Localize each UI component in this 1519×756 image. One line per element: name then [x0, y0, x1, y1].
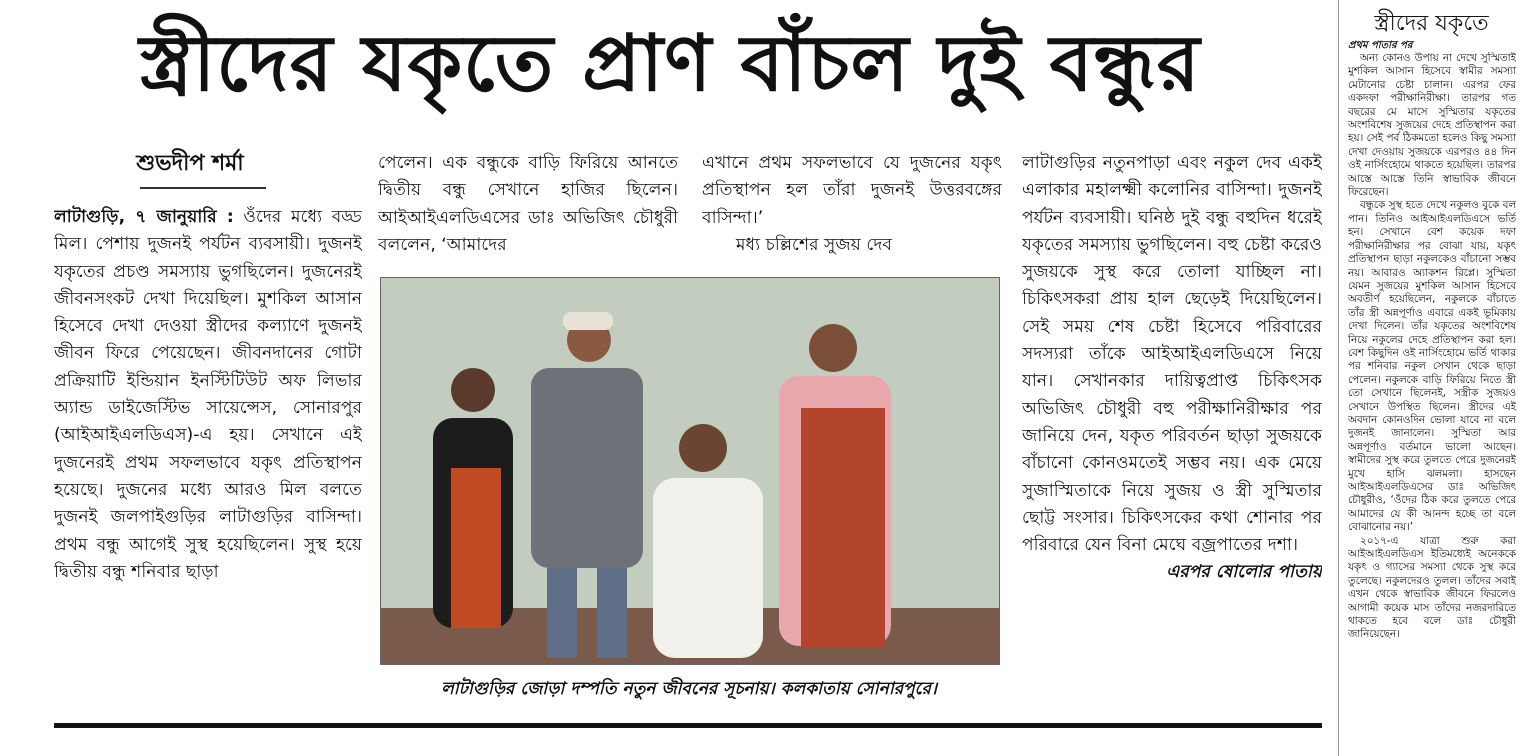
column-1-text: ওঁদের মধ্যে বড্ড মিল। পেশায় দুজনই পর্যটন ব্যবসায়ী। দুজনই যকৃতের প্রচণ্ড সমস্যায় ভুগছিলেন। দুজনেরই জীবনসংকট দেখা দিয়েছিল। মুশকিল আসান হিসেবে দেখা দেওয়া স্ত্রীদের কল্যাণে দুজনই জীবন ফিরে পেয়েছেন। জীবনদানের গোটা প্রক্রিয়াটি ইন্ডিয়ান ইনস্টিটিউট অফ লিভার অ্যান্ড ডাইজেস্টিভ সায়েন্সেস, সোনারপুর (আইআইএলডিএস)-এ হয়। সেখানে এই দুজনেরই প্রথম সফলভাবে যকৃৎ প্রতিস্থাপন হয়েছে। দুজনের মধ্যে আরও মিল বলতে দুজনই জলপাইগুড়ির লাটাগুড়ির বাসিন্দা। প্রথম বন্ধু আগেই সুস্থ হয়েছিলেন। সুস্থ হয়ে দ্বিতীয় বন্ধু শনিবার ছাড়া	[54, 207, 362, 582]
byline: শুভদীপ শর্মা	[136, 151, 244, 176]
article-column-3	[702, 150, 1002, 262]
sidebar-paragraph-3: ২০১৭-এ যাত্রা শুরু করা আইআইএলডিএস ইতিমধ্যেই অনেককে যকৃৎ ও গ্যাসের সমস্যা থেকে সুস্থ করে তুলেছে। নকুলদেরও তুলল। তাঁদের সবাই এখন থেকে স্বাভাবিক জীবনে ফিরলেও আগামী কয়েক মাস তাঁদের নজরদারিতে থাকতে হবে বলে ডাঃ চৌধুরী জানিয়েছেন।	[1348, 534, 1516, 641]
column-4-text: লাটাগুড়ির নতুনপাড়া এবং নকুল দেব একই এলাকার মহালক্ষ্মী কলোনির বাসিন্দা। দুজনই পর্যটন ব্যবসায়ী। ঘনিষ্ঠ দুই বন্ধু বহুদিন ধরেই যকৃতের সমস্যায় ভুগছিলেন। বহু চেষ্টা করেও সুজয়কে সুস্থ করে তোলা যাচ্ছিল না। চিকিৎসকরা প্রায় হাল ছেড়েই দিয়েছিলেন। সেই সময় শেষ চেষ্টা হিসেবে পরিবারের সদস্যরা তাঁকে আইআইএলডিএসে নিয়ে যান। সেখানকার দায়িত্বপ্রাপ্ত চিকিৎসক অভিজিৎ চৌধুরী বহু পরীক্ষানিরীক্ষার পর জানিয়ে দেন, যকৃত পরিবর্তন ছাড়া সুজয়কে বাঁচানো কোনওমতেই সম্ভব নয়। এক মেয়ে সুজাস্মিতাকে নিয়ে সুজয় ও স্ত্রী সুস্মিতার ছোট্ট সংসার। চিকিৎসকের কথা শোনার পর পরিবারে যেন বিনা মেঘে বজ্রপাতের দশা।	[1022, 153, 1322, 556]
sidebar-column	[1348, 52, 1516, 752]
photo-illustration	[381, 278, 999, 664]
dateline: লাটাগুড়ি, ৭ জানুয়ারি :	[54, 207, 234, 227]
column-2-text: পেলেন। এক বন্ধুকে বাড়ি ফিরিয়ে আনতে দ্বিতীয় বন্ধু সেখানে হাজির ছিলেন। আইআইএলডিএসের ডাঃ অভিজিৎ চৌধুরী বললেন, ‘আমাদের	[378, 153, 678, 255]
sidebar-paragraph-1: অন্য কোনও উপায় না দেখে সুস্মিতাই মুশকিল আসান হিসেবে স্বামীর সমস্যা মেটানোর চেষ্টা চালান। এরপর ফের একদফা পরীক্ষানিরীক্ষা। তারপর গত বছরের মে মাসে সুস্মিতার যকৃতের অংশবিশেষ সুজয়ের দেহে প্রতিস্থাপন করা হয়। সেই পর্ব ঠিকমতো হলেও কিছু সমস্যা দেখা দেওয়ায় সুজয়কে এরপরও ৪৪ দিন ওই নার্সিংহোমে থাকতে হয়েছিল। তারপর আস্তে আস্তে তিনি স্বাভাবিক জীবনে ফিরেছেন।	[1348, 52, 1516, 199]
bottom-rule	[54, 723, 1322, 728]
article-column-4	[1022, 150, 1322, 710]
column-3-text-2: মধ্য চল্লিশের সুজয় দেব	[736, 234, 892, 255]
sidebar-divider	[1338, 0, 1339, 756]
article-column-2	[378, 150, 678, 262]
sidebar-kicker: প্রথম পাতার পর	[1348, 40, 1413, 51]
sidebar-title: স্ত্রীদের যকৃতে	[1374, 11, 1489, 36]
byline-rule	[140, 187, 266, 189]
headline: স্ত্রীদের যকৃতে প্রাণ বাঁচল দুই বন্ধুর	[139, 18, 1201, 109]
continued-note: এরপর ষোলোর পাতায়	[1166, 562, 1322, 583]
article-column-1	[54, 204, 362, 704]
column-3-text: এখানে প্রথম সফলভাবে যে দুজনের যকৃৎ প্রতিস্থাপন হল তাঁরা দুজনই উত্তরবঙ্গের বাসিন্দা।’	[702, 153, 1002, 228]
sidebar-paragraph-2: বন্ধুকে সুস্থ হতে দেখে নকুলও বুকে বল পান। তিনিও আইআইএলডিএসে ভর্তি হন। সেখানে বেশ কয়েক দফা পরীক্ষানিরীক্ষার পর বোঝা যায়, যকৃৎ প্রতিস্থাপন ছাড়া নকুলকেও বাঁচানো সম্ভব নয়। আবারও অ্যাকশন রিপ্লে। সুস্মিতা যেমন সুজয়ের মুশকিল আসান হিসেবে অবতীর্ণ হয়েছিলেন, নকুলকে বাঁচাতে তাঁর স্ত্রী অন্নপূর্ণাও এবারে একই ভূমিকায় দেখা দিলেন। তাঁর যকৃতের অংশবিশেষ নিয়ে নকুলের দেহে প্রতিস্থাপন করা হল। বেশ কিছুদিন ওই নার্সিংহোমে ভর্তি থাকার পর শনিবার নকুল সেখান থেকে ছাড়া পেলেন। নকুলকে বাড়ি ফিরিয়ে নিতে স্ত্রী তো সেখানে ছিলেনই, সস্ত্রীক সুজয়ও সেখানে উপস্থিত ছিলেন। স্ত্রীদের এই অবদান কোনওদিন ভোলা যাবে না বলে দুজনই জানালেন। সুস্মিতা আর অন্নপূর্ণাও বর্তমানে ভালো আছেন। স্বামীদের সুস্থ করে তুলতে পেরে দুজনেরই মুখে হাসি ঝলমলা। হাসছেন আইআইএলডিএসের ডাঃ অভিজিৎ চৌধুরীও, ‘ওঁদের ঠিক করে তুলতে পেরে আমাদের যে কী আনন্দ হচ্ছে তা বলে বোঝানোর নয়।’	[1348, 199, 1516, 534]
news-photo	[380, 277, 1000, 665]
photo-caption: লাটাগুড়ির জোড়া দম্পতি নতুন জীবনের সূচনায়। কলকাতায় সোনারপুরে।	[441, 679, 937, 699]
